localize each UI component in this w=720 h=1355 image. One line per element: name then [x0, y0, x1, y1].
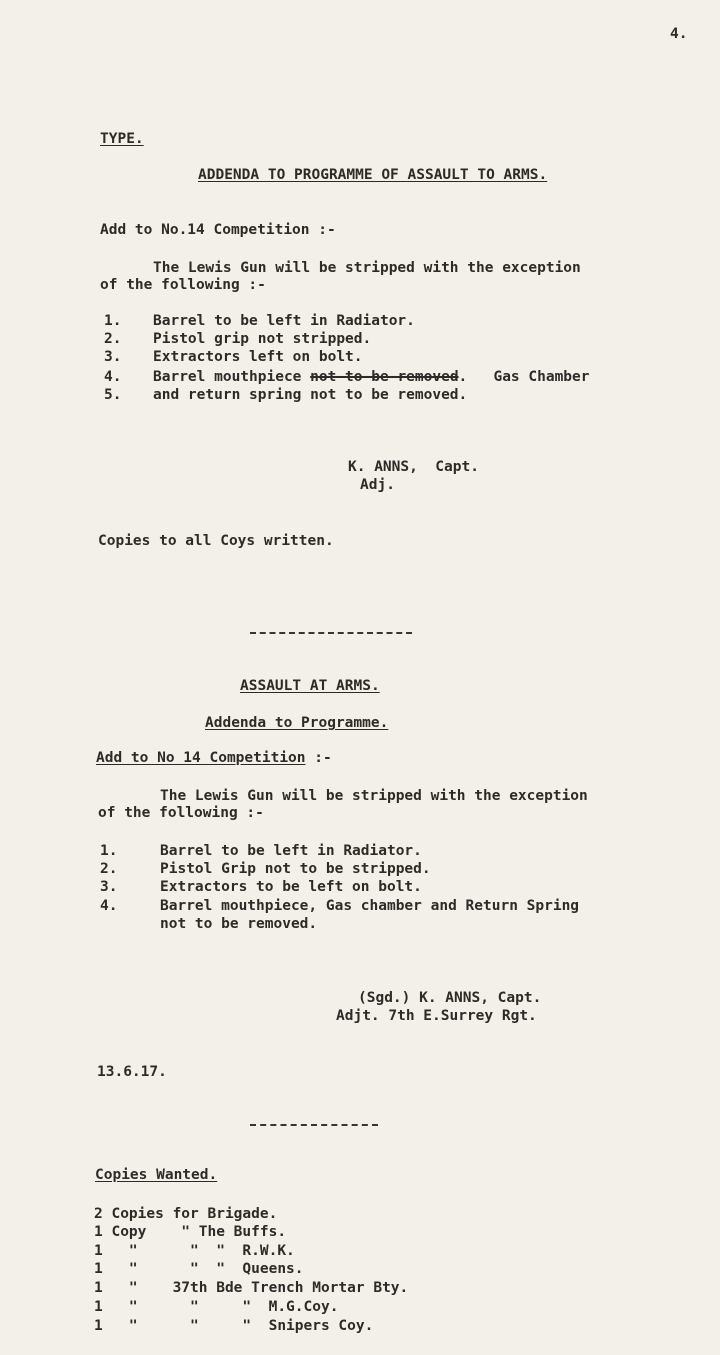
list-item: Pistol grip not stripped.: [153, 331, 372, 347]
list-item-number: 4.: [104, 369, 122, 385]
copies-wanted-heading: Copies Wanted.: [95, 1167, 218, 1183]
separator-line: [250, 632, 412, 634]
list-item-text: Barrel mouthpiece: [153, 369, 302, 385]
list-item-number: 3.: [100, 879, 118, 895]
document-date: 13.6.17.: [97, 1064, 167, 1080]
list-item: Extractors to be left on bolt.: [160, 879, 422, 895]
list-item-number: 2.: [100, 861, 118, 877]
list-item-number: 4.: [100, 898, 118, 914]
struck-text: not-to-be-removed: [310, 369, 459, 385]
signature-title: Adj.: [360, 477, 395, 493]
add-to-competition-line: [96, 750, 332, 767]
list-item-number: 3.: [104, 349, 122, 365]
list-item-number: 1.: [100, 843, 118, 859]
list-item-number: 1.: [104, 313, 122, 329]
list-item: 1 " " " M.G.Coy.: [94, 1299, 339, 1315]
paragraph-line: of the following :-: [100, 277, 266, 293]
list-item: Barrel to be left in Radiator.: [160, 843, 422, 859]
list-item-number: 2.: [104, 331, 122, 347]
type-label: TYPE.: [100, 131, 144, 147]
paragraph-line: of the following :-: [98, 805, 264, 821]
list-item: [153, 369, 590, 386]
list-item: 1 " " " R.W.K.: [94, 1243, 295, 1259]
add-line-suffix: :-: [305, 750, 332, 766]
list-item-tail: . Gas Chamber: [458, 369, 590, 385]
list-item: and return spring not to be removed.: [153, 387, 468, 403]
add-line-text: Add to No 14 Competition: [96, 750, 306, 766]
list-item: not to be removed.: [160, 916, 318, 932]
paragraph-line: The Lewis Gun will be stripped with the exception: [153, 260, 581, 276]
copies-note: Copies to all Coys written.: [98, 533, 334, 549]
signature-line: (Sgd.) K. ANNS, Capt.: [358, 990, 542, 1006]
assault-heading: ASSAULT AT ARMS.: [240, 678, 380, 694]
list-item: Pistol Grip not to be stripped.: [160, 861, 431, 877]
addenda-subheading: Addenda to Programme.: [205, 715, 389, 731]
list-item: 1 " 37th Bde Trench Mortar Bty.: [94, 1280, 409, 1296]
separator-line: [250, 1124, 378, 1126]
add-to-competition-line: Add to No.14 Competition :-: [100, 222, 336, 238]
paragraph-line: The Lewis Gun will be stripped with the exception: [160, 788, 588, 804]
list-item: 2 Copies for Brigade.: [94, 1206, 278, 1222]
list-item: 1 " " " Snipers Coy.: [94, 1318, 374, 1334]
list-item: 1 Copy " The Buffs.: [94, 1224, 287, 1240]
signature-name: K. ANNS, Capt.: [348, 459, 479, 475]
list-item: 1 " " " Queens.: [94, 1261, 304, 1277]
list-item: Extractors left on bolt.: [153, 349, 363, 365]
list-item-number: 5.: [104, 387, 122, 403]
signature-line: Adjt. 7th E.Surrey Rgt.: [336, 1008, 537, 1024]
page-number: 4.: [670, 26, 688, 42]
addenda-heading: ADDENDA TO PROGRAMME OF ASSAULT TO ARMS.: [198, 167, 548, 183]
list-item: Barrel to be left in Radiator.: [153, 313, 415, 329]
list-item: Barrel mouthpiece, Gas chamber and Return Spring: [160, 898, 580, 914]
